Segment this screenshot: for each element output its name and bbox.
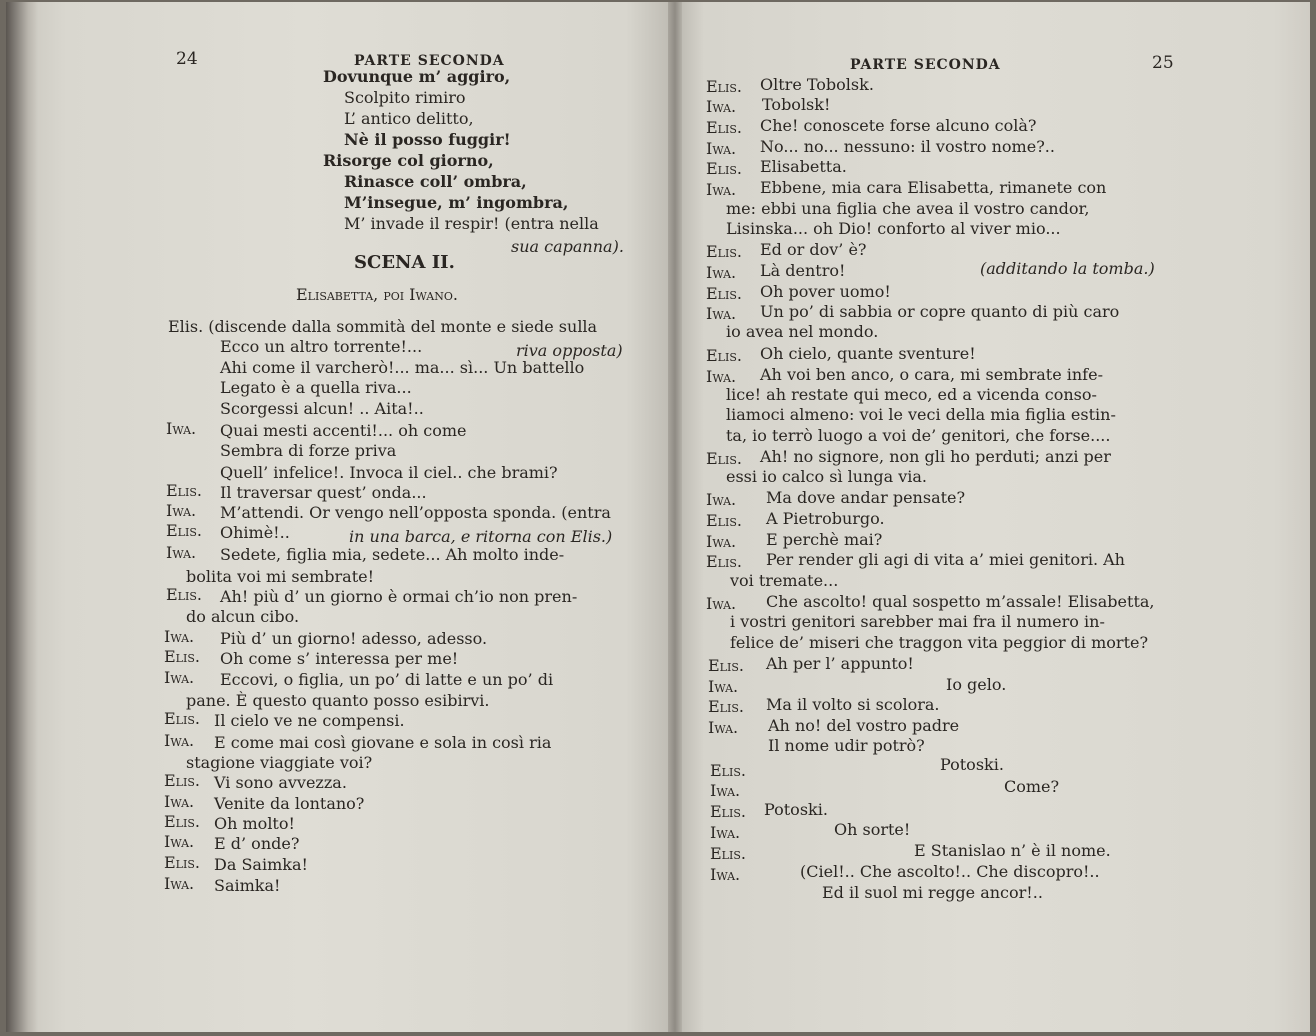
speaker-label: Elis. [708, 697, 744, 716]
speaker-label: Iwa. [164, 668, 195, 687]
dialogue-line: Ma il volto si scolora. [766, 695, 940, 714]
dialogue-line: Il cielo ve ne compensi. [214, 711, 405, 730]
speaker-label: Elis. [706, 552, 742, 571]
dialogue-line: Sedete, figlia mia, sedete... Ah molto inde- [220, 545, 565, 564]
speaker-label: Elis. [166, 521, 202, 540]
speaker-label: Elis. [708, 656, 744, 675]
dialogue-line: Oh pover uomo! [760, 282, 891, 301]
dialogue-line: Ecco un altro torrente!... [220, 337, 423, 356]
dialogue-line: E perchè mai? [766, 530, 883, 549]
dialogue-line: i vostri genitori sarebber mai fra il numero in- [730, 612, 1105, 631]
dialogue-line: Quell’ infelice!. Invoca il ciel.. che brami? [220, 463, 558, 482]
speaker-label: Iwa. [706, 180, 737, 199]
book-gutter [668, 2, 682, 1032]
dialogue-line: Il traversar quest’ onda... [220, 483, 427, 502]
dialogue-line: Là dentro! [760, 261, 846, 280]
stage-direction: (additando la tomba.) [980, 259, 1155, 278]
dialogue-line: Da Saimka! [214, 855, 308, 874]
speaker-label: Iwa. [706, 97, 737, 116]
speaker-label: Elis. [164, 853, 200, 872]
speaker-label: Elis. [706, 346, 742, 365]
dialogue-line: Tobolsk! [762, 95, 831, 114]
speaker-label: Elis. [166, 585, 202, 604]
dialogue-line: E d’ onde? [214, 834, 300, 853]
dialogue-line: Ahi come il varcherò!... ma... sì... Un battello [220, 358, 585, 377]
stage-direction: sua capanna). [511, 237, 624, 256]
speaker-label: Iwa. [164, 874, 195, 893]
speaker-label: Elis. [164, 812, 200, 831]
left-page [6, 2, 674, 1032]
speaker-label: Elis. [164, 709, 200, 728]
speaker-label: Elis. [710, 761, 746, 780]
dialogue-line: E Stanislao n’ è il nome. [914, 841, 1111, 860]
speaker-label: Elis. [710, 802, 746, 821]
dialogue-line: Saimka! [214, 876, 281, 895]
stage-direction: riva opposta) [516, 341, 623, 360]
dialogue-line: Ah per l’ appunto! [766, 654, 914, 673]
dialogue-line: lice! ah restate qui meco, ed a vicenda conso- [726, 385, 1097, 404]
speaker-label: Iwa. [164, 627, 195, 646]
dialogue-line: Vi sono avvezza. [214, 773, 347, 792]
dialogue-line: Oh sorte! [834, 820, 911, 839]
dialogue-line: Ah! no signore, non gli ho perduti; anzi per [760, 447, 1111, 466]
dialogue-line: Ed il suol mi regge ancor!.. [822, 883, 1043, 902]
verse-line: M’insegue, m’ ingombra, [344, 193, 569, 212]
dialogue-line: Elis. (discende dalla sommità del monte e siede sulla [168, 317, 598, 336]
dialogue-line: (Ciel!.. Che ascolto!.. Che discopro!.. [800, 862, 1100, 881]
speaker-label: Iwa. [706, 532, 737, 551]
speaker-label: Iwa. [708, 718, 739, 737]
page-number: 25 [1152, 53, 1174, 73]
dialogue-line: Oh molto! [214, 814, 295, 833]
dialogue-line: A Pietroburgo. [766, 509, 885, 528]
dialogue-line: Potoski. [940, 755, 1004, 774]
dialogue-line: Elisabetta. [760, 157, 847, 176]
dialogue-line: Scorgessi alcun! .. Aita!.. [220, 399, 424, 418]
speaker-label: Iwa. [166, 419, 197, 438]
speaker-label: Elis. [706, 449, 742, 468]
dialogue-line: Io gelo. [946, 675, 1007, 694]
speaker-label: Elis. [706, 118, 742, 137]
speaker-label: Iwa. [166, 543, 197, 562]
dialogue-line: Venite da lontano? [214, 794, 365, 813]
dialogue-line: liamoci almeno: voi le veci della mia figlia estin- [726, 405, 1116, 424]
speaker-label: Iwa. [706, 139, 737, 158]
verse-line: Scolpito rimiro [344, 88, 466, 107]
dialogue-line: Per render gli agi di vita a’ miei genitori. Ah [766, 550, 1125, 569]
dialogue-line: M’attendi. Or vengo nell’opposta sponda. (entra [220, 503, 611, 522]
dialogue-line: Che! conoscete forse alcuno colà? [760, 116, 1037, 135]
dialogue-line: Ah voi ben anco, o cara, mi sembrate infe- [760, 365, 1103, 384]
speaker-label: Elis. [164, 647, 200, 666]
verse-line: Rinasce coll’ ombra, [344, 172, 527, 191]
speaker-label: Iwa. [706, 594, 737, 613]
speaker-label: Iwa. [706, 367, 737, 386]
stage-direction: in una barca, e ritorna con Elis.) [349, 527, 613, 546]
speaker-label: Iwa. [706, 490, 737, 509]
scene-heading: SCENA II. [354, 252, 455, 273]
speaker-label: Iwa. [166, 501, 197, 520]
verse-line: Dovunque m’ aggiro, [323, 67, 511, 86]
dialogue-line: pane. È questo quanto posso esibirvi. [186, 691, 490, 710]
speaker-label: Elis. [166, 481, 202, 500]
book-spread [6, 2, 1310, 1032]
speaker-label: Iwa. [710, 781, 741, 800]
dialogue-line: Lisinska... oh Dio! conforto al viver mio... [726, 219, 1061, 238]
characters-line: Elisabetta, poi Iwano. [296, 285, 458, 304]
dialogue-line: No... no... nessuno: il vostro nome?.. [760, 137, 1055, 156]
dialogue-line: Oh cielo, quante sventure! [760, 344, 976, 363]
dialogue-line: Il nome udir potrò? [768, 736, 925, 755]
dialogue-line: Ed or dov’ è? [760, 240, 867, 259]
running-head: PARTE SECONDA [354, 53, 505, 69]
dialogue-line: do alcun cibo. [186, 607, 300, 626]
speaker-label: Elis. [706, 511, 742, 530]
dialogue-line: voi tremate... [730, 571, 839, 590]
running-head: PARTE SECONDA [850, 57, 1001, 73]
dialogue-line: Oltre Tobolsk. [760, 75, 874, 94]
dialogue-line: stagione viaggiate voi? [186, 753, 373, 772]
speaker-label: Elis. [706, 77, 742, 96]
speaker-label: Iwa. [164, 832, 195, 851]
speaker-label: Iwa. [710, 823, 741, 842]
speaker-label: Iwa. [706, 304, 737, 323]
dialogue-line: Ohimè!.. [220, 523, 290, 542]
dialogue-line: bolita voi mi sembrate! [186, 567, 375, 586]
dialogue-line: essi io calco sì lunga via. [726, 467, 928, 486]
speaker-label: Elis. [164, 771, 200, 790]
dialogue-line: Eccovi, o figlia, un po’ di latte e un po’ di [220, 670, 554, 689]
speaker-label: Iwa. [164, 792, 195, 811]
page-number: 24 [176, 49, 198, 69]
dialogue-line: Che ascolto! qual sospetto m’assale! Elisabetta, [766, 592, 1155, 611]
right-page [674, 2, 1310, 1032]
speaker-label: Iwa. [706, 263, 737, 282]
dialogue-line: Ah! più d’ un giorno è ormai ch’io non pren- [220, 587, 578, 606]
dialogue-line: E come mai così giovane e sola in così ria [214, 733, 552, 752]
verse-line: L’ antico delitto, [344, 109, 474, 128]
dialogue-line: Oh come s’ interessa per me! [220, 649, 459, 668]
dialogue-line: Sembra di forze priva [220, 441, 397, 460]
dialogue-line: Come? [1004, 777, 1060, 796]
speaker-label: Elis. [706, 159, 742, 178]
speaker-label: Iwa. [710, 865, 741, 884]
speaker-label: Elis. [706, 242, 742, 261]
verse-line: Nè il posso fuggir! [344, 130, 511, 149]
dialogue-line: Ebbene, mia cara Elisabetta, rimanete con [760, 178, 1107, 197]
page-edge [6, 2, 38, 1032]
dialogue-line: ta, io terrò luogo a voi de’ genitori, che forse.... [726, 426, 1111, 445]
dialogue-line: Più d’ un giorno! adesso, adesso. [220, 629, 488, 648]
dialogue-line: Un po’ di sabbia or copre quanto di più caro [760, 302, 1120, 321]
dialogue-line: Ah no! del vostro padre [768, 716, 960, 735]
dialogue-line: Potoski. [764, 800, 828, 819]
speaker-label: Iwa. [708, 677, 739, 696]
verse-line: M’ invade il respir! (entra nella [344, 214, 599, 233]
speaker-label: Elis. [706, 284, 742, 303]
dialogue-line: Ma dove andar pensate? [766, 488, 966, 507]
dialogue-line: io avea nel mondo. [726, 322, 879, 341]
speaker-label: Elis. [710, 844, 746, 863]
speaker-label: Iwa. [164, 731, 195, 750]
dialogue-line: Quai mesti accenti!... oh come [220, 421, 467, 440]
verse-line: Risorge col giorno, [323, 151, 494, 170]
dialogue-line: felice de’ miseri che traggon vita peggior di morte? [730, 633, 1149, 652]
dialogue-line: Legato è a quella riva... [220, 378, 412, 397]
dialogue-line: me: ebbi una figlia che avea il vostro candor, [726, 199, 1090, 218]
